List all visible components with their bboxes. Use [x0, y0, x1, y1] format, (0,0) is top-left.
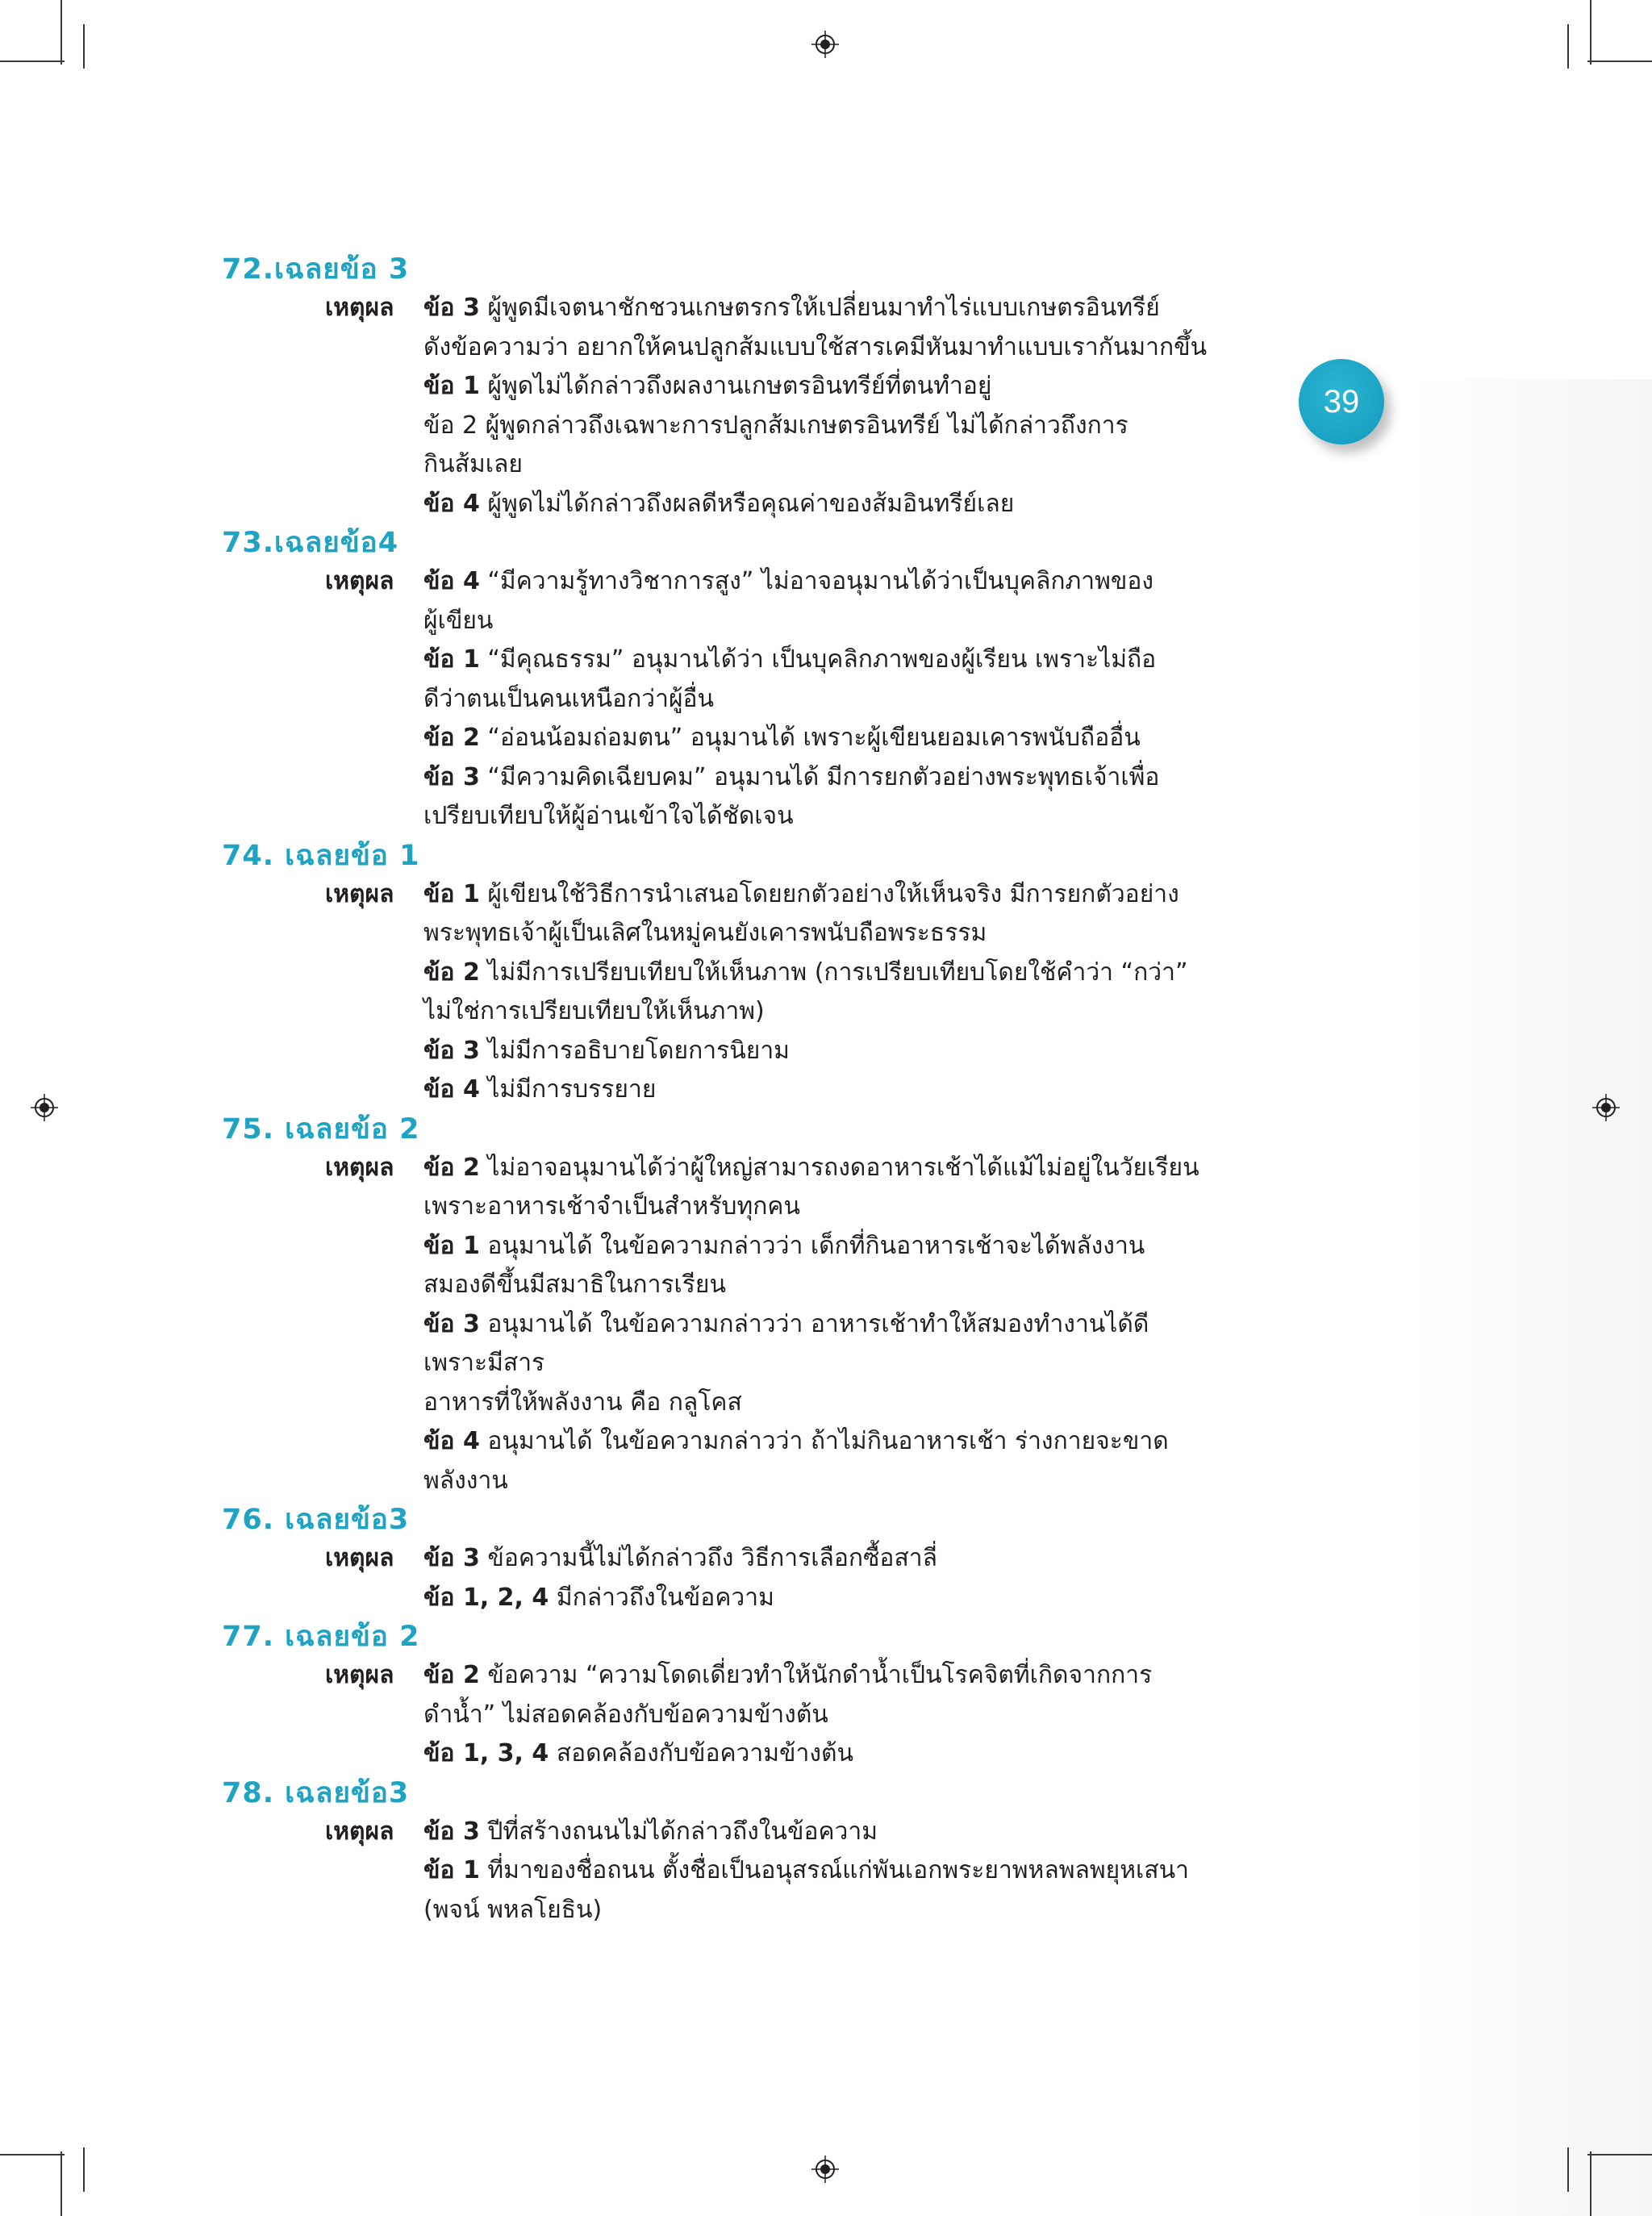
option-number: ข้อ 4 — [423, 489, 480, 518]
answer-key-content — [222, 250, 1230, 1930]
registration-mark-icon — [31, 1094, 58, 1121]
reason-text: ข้อความนี้ไม่ได้กล่าวถึง วิธีการเลือกซื้อสาลี่ — [479, 1544, 937, 1572]
reason-text: ไม่มีการบรรยาย — [479, 1075, 657, 1104]
crop-mark — [1567, 24, 1569, 69]
reason-line — [423, 1734, 1230, 1774]
registration-mark-icon — [811, 2155, 839, 2183]
reason-text: เพราะอาหารเช้าจำเป็นสำหรับทุกคน — [423, 1192, 800, 1221]
reason-text: อนุมานได้ ในข้อความกล่าวว่า เด็กที่กินอาหารเช้าจะได้พลังงาน — [479, 1231, 1145, 1260]
crop-mark — [1590, 2151, 1592, 2216]
reason-line — [423, 1422, 1230, 1462]
page-number-badge — [1299, 359, 1384, 444]
sidebar-shade — [1408, 379, 1652, 2216]
option-number: ข้อ 1 — [423, 645, 480, 674]
reason-text: ผู้เขียนใช้วิธีการนำเสนอโดยยกตัวอย่างให้เห็นจริง มีการยกตัวอย่าง — [479, 879, 1179, 908]
reason-line — [423, 875, 1230, 915]
option-number: ข้อ 2 — [423, 1661, 480, 1689]
reason-label: เหตุผล — [325, 1544, 394, 1572]
registration-mark-icon — [1592, 1094, 1620, 1121]
answer-heading: 72.เฉลยข้อ 3 — [222, 253, 410, 286]
reason-label: เหตุผล — [325, 1153, 394, 1182]
reason-line — [423, 1187, 1230, 1227]
reason-text: เพราะมีสาร — [423, 1349, 545, 1377]
crop-mark — [0, 61, 65, 62]
reason-line — [423, 914, 1230, 954]
reason-line — [423, 1851, 1230, 1891]
reason-line — [423, 1149, 1230, 1188]
reason-line — [423, 992, 1230, 1032]
reason-line — [423, 1579, 1230, 1618]
reason-text: ดังข้อความว่า อยากให้คนปลูกส้มแบบใช้สารเคมีหันมาทำแบบเรากันมากขึ้น — [423, 332, 1208, 361]
crop-mark — [1587, 2154, 1652, 2155]
option-number: ข้อ 4 — [423, 1075, 480, 1104]
reason-block — [222, 1539, 1230, 1617]
crop-mark — [0, 2154, 65, 2155]
reason-text: “อ่อนน้อมถ่อมตน” อนุมานได้ เพราะผู้เขียนยอมเคารพนับถืออื่น — [479, 724, 1141, 752]
reason-text: ไม่อาจอนุมานได้ว่าผู้ใหญ่สามารถงดอาหารเช้าได้แม้ไม่อยู่ในวัยเรียน — [479, 1153, 1199, 1182]
option-number: ข้อ 3 — [423, 1309, 480, 1338]
option-number: ข้อ 2 — [423, 958, 480, 987]
reason-line — [423, 954, 1230, 993]
reason-text: ผู้เขียน — [423, 606, 494, 635]
reason-line — [423, 1383, 1230, 1423]
reason-text: พลังงาน — [423, 1466, 508, 1495]
reason-text: อนุมานได้ ในข้อความกล่าวว่า อาหารเช้าทำให้สมองทำงานได้ดี — [479, 1309, 1149, 1338]
reason-text: (พจน์ พหลโยธิน) — [423, 1895, 603, 1924]
reason-label: เหตุผล — [325, 1817, 394, 1846]
reason-line — [423, 562, 1230, 602]
reason-label: เหตุผล — [325, 879, 394, 908]
reason-line — [423, 1696, 1230, 1735]
reason-line — [423, 367, 1230, 407]
reason-line — [423, 641, 1230, 680]
reason-line — [423, 1891, 1230, 1930]
answer-heading: 76. เฉลยข้อ3 — [222, 1504, 410, 1536]
answer-heading: 78. เฉลยข้อ3 — [222, 1776, 410, 1809]
option-number: ข้อ 3 — [423, 1036, 480, 1065]
reason-text: ข้อความ “ความโดดเดี่ยวทำให้นักดำน้ำเป็นโรคจิตที่เกิดจากการ — [479, 1661, 1153, 1689]
reason-text: กินส้มเลย — [423, 450, 523, 478]
reason-text: ผู้พูดไม่ได้กล่าวถึงผลดีหรือคุณค่าของส้มอินทรีย์เลย — [479, 489, 1015, 518]
reason-text: สมองดีขึ้นมีสมาธิในการเรียน — [423, 1271, 726, 1299]
reason-text: ไม่ใช่การเปรียบเทียบให้เห็นภาพ) — [423, 997, 765, 1025]
reason-text: ไม่มีการเปรียบเทียบให้เห็นภาพ (การเปรียบเทียบโดยใช้คำว่า “กว่า” — [479, 958, 1188, 987]
reason-text: ผู้พูดมีเจตนาชักชวนเกษตรกรให้เปลี่ยนมาทำไร่แบบเกษตรอินทรีย์ — [479, 294, 1160, 322]
reason-line — [423, 719, 1230, 758]
crop-mark — [1567, 2147, 1569, 2192]
option-number: ข้อ 1 — [423, 1231, 480, 1260]
reason-text: “มีความรู้ทางวิชาการสูง” ไม่อาจอนุมานได้ว่าเป็นบุคลิกภาพของ — [479, 567, 1154, 595]
reason-text: ดีว่าตนเป็นคนเหนือกว่าผู้อื่น — [423, 684, 715, 713]
reason-block — [222, 289, 1230, 524]
reason-line — [423, 1539, 1230, 1579]
reason-line — [423, 445, 1230, 485]
option-number: ข้อ 1 — [423, 372, 480, 400]
reason-block — [222, 875, 1230, 1110]
answer-heading: 73.เฉลยข้อ4 — [222, 527, 399, 559]
reason-block — [222, 562, 1230, 837]
answer-heading: 74. เฉลยข้อ 1 — [222, 839, 420, 872]
crop-mark — [60, 0, 62, 65]
crop-mark — [83, 24, 85, 69]
reason-text: มีกล่าวถึงในข้อความ — [549, 1583, 774, 1612]
registration-mark-icon — [811, 31, 839, 58]
reason-text: พระพุทธเจ้าผู้เป็นเลิศในหมู่คนยังเคารพนับถือพระธรรม — [423, 919, 987, 947]
reason-line — [423, 1462, 1230, 1501]
option-number: ข้อ 1, 2, 4 — [423, 1583, 549, 1612]
reason-line — [423, 680, 1230, 720]
option-number: ข้อ 3 — [423, 1544, 480, 1572]
reason-block — [222, 1813, 1230, 1930]
reason-text: ปีที่สร้างถนนไม่ได้กล่าวถึงในข้อความ — [479, 1817, 878, 1846]
option-number: ข้อ 3 — [423, 294, 480, 322]
reason-line — [423, 758, 1230, 798]
reason-label: เหตุผล — [325, 1661, 394, 1689]
reason-line — [423, 1656, 1230, 1696]
reason-text: “มีคุณธรรม” อนุมานได้ว่า เป็นบุคลิกภาพของผู้เรียน เพราะไม่ถือ — [479, 645, 1157, 674]
crop-mark — [1587, 61, 1652, 62]
reason-line — [423, 602, 1230, 641]
answer-heading: 77. เฉลยข้อ 2 — [222, 1621, 420, 1653]
option-number: ข้อ 1 — [423, 879, 480, 908]
reason-line — [423, 407, 1230, 446]
reason-line — [423, 289, 1230, 328]
reason-block — [222, 1656, 1230, 1774]
option-number: ข้อ 2 — [423, 724, 480, 752]
reason-line — [423, 797, 1230, 837]
option-number: ข้อ 4 — [423, 1427, 480, 1455]
reason-text: สอดคล้องกับข้อความข้างต้น — [549, 1739, 854, 1767]
crop-mark — [83, 2147, 85, 2192]
crop-mark — [1590, 0, 1592, 65]
reason-label: เหตุผล — [325, 567, 394, 595]
option-number: ข้อ 3 — [423, 762, 480, 791]
reason-text: ข้อ 2 ผู้พูดกล่าวถึงเฉพาะการปลูกส้มเกษตรอินทรีย์ ไม่ได้กล่าวถึงการ — [423, 411, 1128, 440]
option-number: ข้อ 2 — [423, 1153, 480, 1182]
reason-line — [423, 1227, 1230, 1267]
reason-label: เหตุผล — [325, 294, 394, 322]
reason-line — [423, 328, 1230, 368]
reason-text: เปรียบเทียบให้ผู้อ่านเข้าใจได้ชัดเจน — [423, 802, 794, 830]
option-number: ข้อ 4 — [423, 567, 480, 595]
reason-block — [222, 1149, 1230, 1501]
reason-text: ไม่มีการอธิบายโดยการนิยาม — [479, 1036, 790, 1065]
option-number: ข้อ 3 — [423, 1817, 480, 1846]
option-number: ข้อ 1, 3, 4 — [423, 1739, 549, 1767]
reason-line — [423, 1344, 1230, 1383]
reason-text: “มีความคิดเฉียบคม” อนุมานได้ มีการยกตัวอย่างพระพุทธเจ้าเพื่อ — [479, 762, 1160, 791]
reason-line — [423, 1305, 1230, 1345]
reason-line — [423, 1032, 1230, 1071]
option-number: ข้อ 1 — [423, 1856, 480, 1884]
reason-text: อาหารที่ให้พลังงาน คือ กลูโคส — [423, 1388, 742, 1417]
reason-line — [423, 1813, 1230, 1852]
reason-text: อนุมานได้ ในข้อความกล่าวว่า ถ้าไม่กินอาหารเช้า ร่างกายจะขาด — [479, 1427, 1169, 1455]
reason-line — [423, 1266, 1230, 1305]
reason-line — [423, 485, 1230, 524]
reason-text: ดำน้ำ” ไม่สอดคล้องกับข้อความข้างต้น — [423, 1700, 828, 1729]
reason-text: ที่มาของชื่อถนน ตั้งชื่อเป็นอนุสรณ์แก่พันเอกพระยาพหลพลพยุหเสนา — [479, 1856, 1189, 1884]
crop-mark — [60, 2151, 62, 2216]
reason-text: ผู้พูดไม่ได้กล่าวถึงผลงานเกษตรอินทรีย์ที่ตนทำอยู่ — [479, 372, 992, 400]
answer-heading: 75. เฉลยข้อ 2 — [222, 1112, 420, 1146]
page-number: 39 — [1323, 384, 1360, 419]
reason-line — [423, 1070, 1230, 1110]
